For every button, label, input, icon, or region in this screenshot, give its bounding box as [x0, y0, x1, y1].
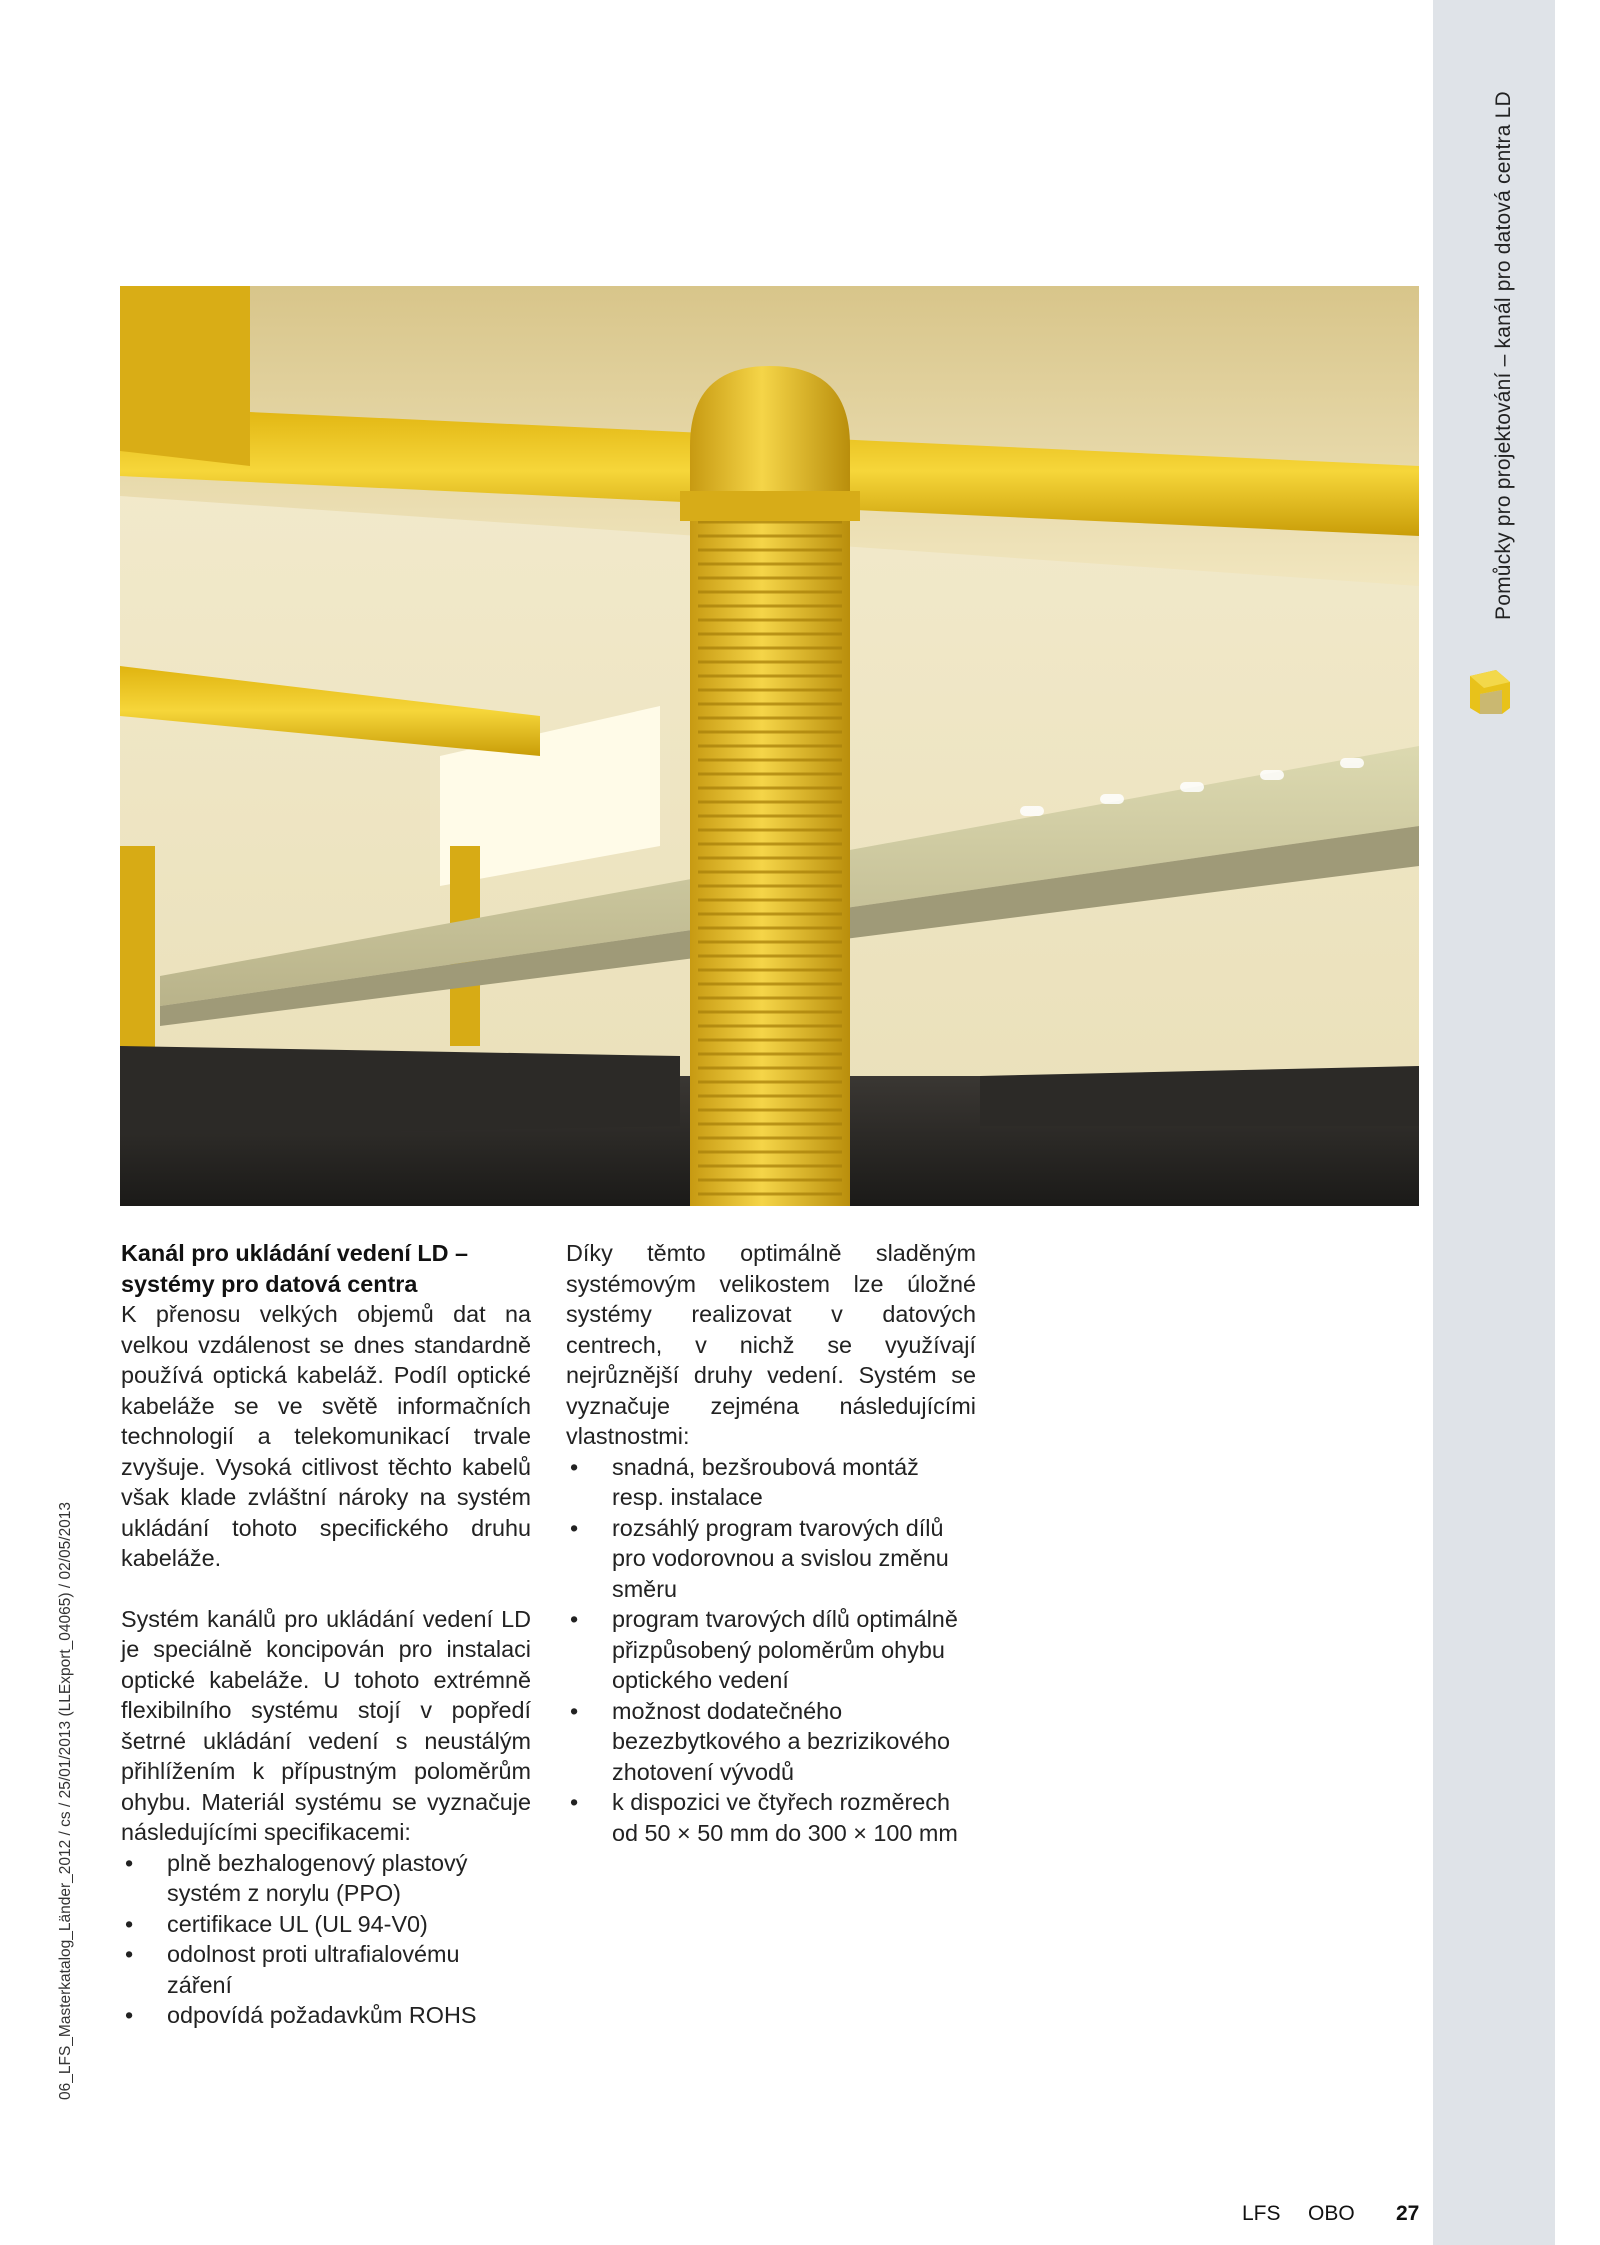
- list-item: • rozsáhlý program tvarových dílů pro vodorovnou a svislou změnu směru: [566, 1513, 976, 1605]
- list-item: • snadná, bezšroubová montáž resp. instalace: [566, 1452, 976, 1513]
- list-item: • program tvarových dílů optimálně přizpůsobený poloměrům ohybu optického vedení: [566, 1604, 976, 1696]
- feature-list: [566, 1452, 976, 1849]
- spec-list: [121, 1848, 531, 2031]
- page-number: 27: [1396, 2202, 1420, 2225]
- article-heading: Kanál pro ukládání vedení LD – systémy pro datová centra: [121, 1240, 469, 1297]
- document-reference-note: 06_LFS_Masterkatalog_Länder_2012 / cs / 25/01/2013 (LLExport_04065) / 02/05/2013: [57, 1501, 74, 2100]
- list-item: • možnost dodatečného bezezbytkového a bezrizikového zhotovení vývodů: [566, 1696, 976, 1788]
- cable-channel-photo: [120, 286, 1419, 1206]
- list-item: • plně bezhalogenový plastový systém z norylu (PPO): [121, 1848, 531, 1909]
- list-item: • odpovídá požadavkům ROHS: [121, 2000, 531, 2031]
- article-paragraph: Díky těmto optimálně sladěným systémovým velikostem lze úložné systémy realizovat v datových centrech, v nichž se využívají nejrůznější druhy vedení. Systém se vyznačuje zejména následujícími vlastnostmi:: [566, 1240, 976, 1449]
- list-item: • k dispozici ve čtyřech rozměrech od 50 × 50 mm do 300 × 100 mm: [566, 1787, 976, 1848]
- cable-channel-icon: [1466, 668, 1514, 718]
- article-column-left: [121, 1238, 531, 2031]
- side-tab-title: Pomůcky pro projektování – kanál pro datová centra LD: [1492, 91, 1515, 620]
- article-paragraph: K přenosu velkých objemů dat na velkou vzdálenost se dnes standardně používá optická kabeláž. Podíl optické kabeláže se ve světě informačních technologií a telekomunikací trvale zvyšuje. Vysoká citlivost těchto kabelů však klade zvláštní nároky na systém ukládání tohoto specifického druhu kabeláže.: [121, 1301, 531, 1571]
- list-item: • certifikace UL (UL 94-V0): [121, 1909, 531, 1940]
- footer-obo: OBO: [1308, 2202, 1355, 2225]
- list-item: • odolnost proti ultrafialovému záření: [121, 1939, 531, 2000]
- article-paragraph: Systém kanálů pro ukládání vedení LD je speciálně koncipován pro instalaci optické kabeláže. U tohoto extrémně flexibilního systému stojí v popředí šetrné ukládání vedení s neustálým přihlížením k přípustným poloměrům ohybu. Materiál systému se vyznačuje následujícími specifikacemi:: [121, 1605, 531, 1845]
- footer-lfs: LFS: [1242, 2202, 1281, 2225]
- article-column-right: [566, 1238, 976, 1848]
